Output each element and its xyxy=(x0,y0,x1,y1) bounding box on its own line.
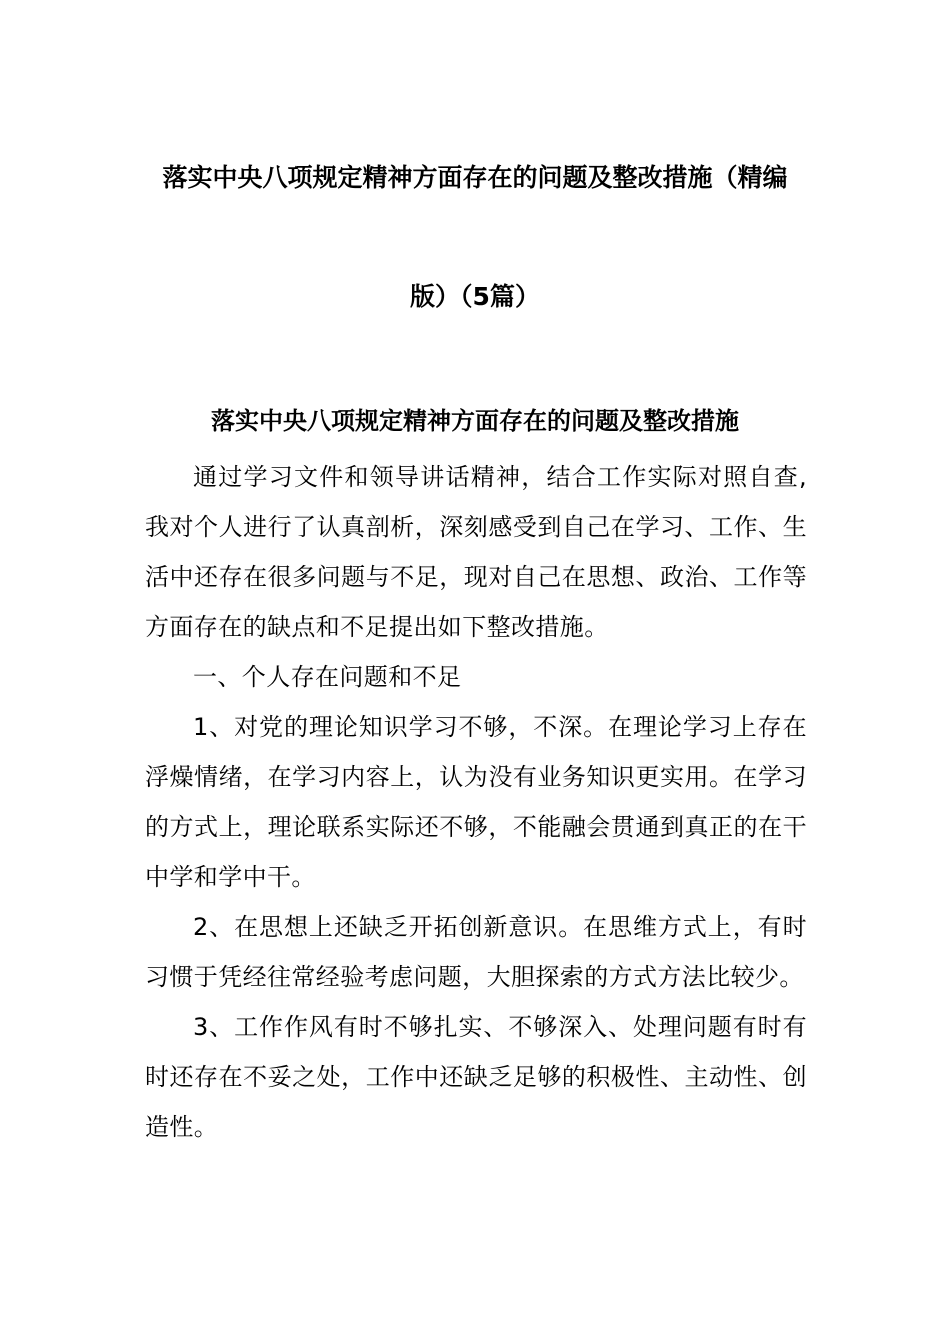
paragraph-intro: 通过学习文件和领导讲话精神，结合工作实际对照自查,我对个人进行了认真剖析，深刻感受到自己在学习、工作、生活中还存在很多问题与不足，现对自己在思想、政治、工作等方面存在的缺点和不足提出如下整改措施。 xyxy=(145,463,807,641)
paragraph-item-3: 3、工作作风有时不够扎实、不够深入、处理问题有时有时还存在不妥之处，工作中还缺乏足够的积极性、主动性、创造性。 xyxy=(145,1013,807,1141)
document-title-line-1: 落实中央八项规定精神方面存在的问题及整改措施（精编 xyxy=(162,163,788,192)
document-body xyxy=(145,452,807,1152)
paragraph-item-1: 1、对党的理论知识学习不够，不深。在理论学习上存在浮燥情绪，在学习内容上，认为没有业务知识更实用。在学习的方式上，理论联系实际还不够，不能融会贯通到真正的在干中学和学中干。 xyxy=(145,713,807,891)
section-title: 落实中央八项规定精神方面存在的问题及整改措施 xyxy=(211,407,739,435)
paragraph-heading-problems: 一、个人存在问题和不足 xyxy=(193,663,462,691)
document-title-line-2: 版）（5篇） xyxy=(410,282,540,311)
paragraph-item-2: 2、在思想上还缺乏开拓创新意识。在思维方式上，有时习惯于凭经往常经验考虑问题，大胆探索的方式方法比较少。 xyxy=(145,913,807,991)
